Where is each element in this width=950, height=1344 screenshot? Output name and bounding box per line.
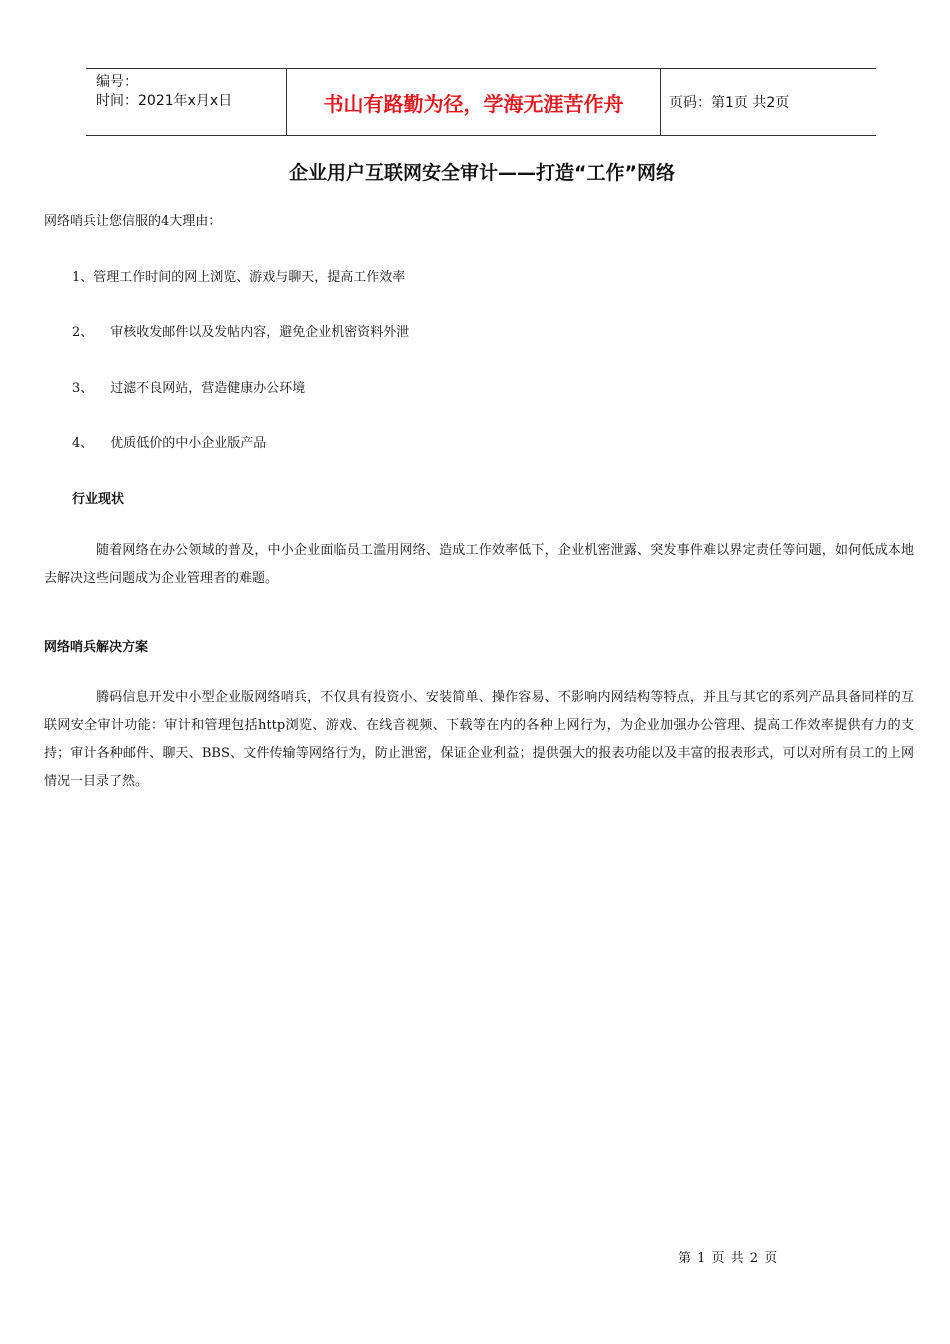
reason-number: 2、 [72, 325, 94, 340]
section-body-industry: 随着网络在办公领域的普及，中小企业面临员工滥用网络、造成工作效率低下，企业机密泄露、突发事件难以界定责任等问题，如何低成本地去解决这些问题成为企业管理者的难题。 [44, 543, 914, 586]
reason-item-4 [72, 432, 266, 451]
reason-number: 3、 [72, 381, 94, 396]
reason-number: 4、 [72, 436, 94, 451]
reason-text: 审核收发邮件以及发帖内容，避免企业机密资料外泄 [110, 325, 410, 340]
reason-item-3 [72, 377, 305, 396]
section-heading-solution: 网络哨兵解决方案 [44, 640, 149, 655]
header-page-cell [661, 69, 876, 135]
section-heading-industry: 行业现状 [72, 492, 125, 507]
document-title: 企业用户互联网安全审计——打造“工作”网络 [289, 162, 675, 184]
motto-text: 书山有路勤为径，学海无涯苦作舟 [323, 91, 624, 116]
header-motto-cell [287, 69, 661, 135]
reason-number: 1、 [72, 270, 94, 285]
section-body-solution: 腾码信息开发中小型企业版网络哨兵，不仅具有投资小、安装简单、操作容易、不影响内网结构等特点，并且与其它的系列产品具备同样的互联网安全审计功能：审计和管理包括http浏览、游戏、在线音视频、下载等在内的各种上网行为，为企业加强办公管理、提高工作效率提供有力的支持；审计各种邮件、聊天、BBS、文件传输等网络行为，防止泄密，保证企业利益；提供强大的报表功能以及丰富的报表形式，可以对所有员工的上网情况一目录了然。 [44, 690, 914, 789]
header-page-label: 页码：第1页 共2页 [669, 95, 790, 111]
document-time-label: 时间：2021年x月x日 [96, 93, 233, 109]
reason-text: 优质低价的中小企业版产品 [110, 436, 267, 451]
reason-item-1 [72, 266, 405, 285]
document-header [86, 68, 876, 136]
header-meta-cell [86, 69, 287, 135]
reason-item-2 [72, 321, 409, 340]
page-footer: 第 1 页 共 2 页 [678, 1251, 779, 1266]
reason-text: 管理工作时间的网上浏览、游戏与聊天，提高工作效率 [93, 270, 406, 285]
reason-text: 过滤不良网站，营造健康办公环境 [110, 381, 306, 396]
document-number-label: 编号： [96, 74, 138, 90]
intro-paragraph: 网络哨兵让您信服的4大理由： [44, 214, 222, 229]
